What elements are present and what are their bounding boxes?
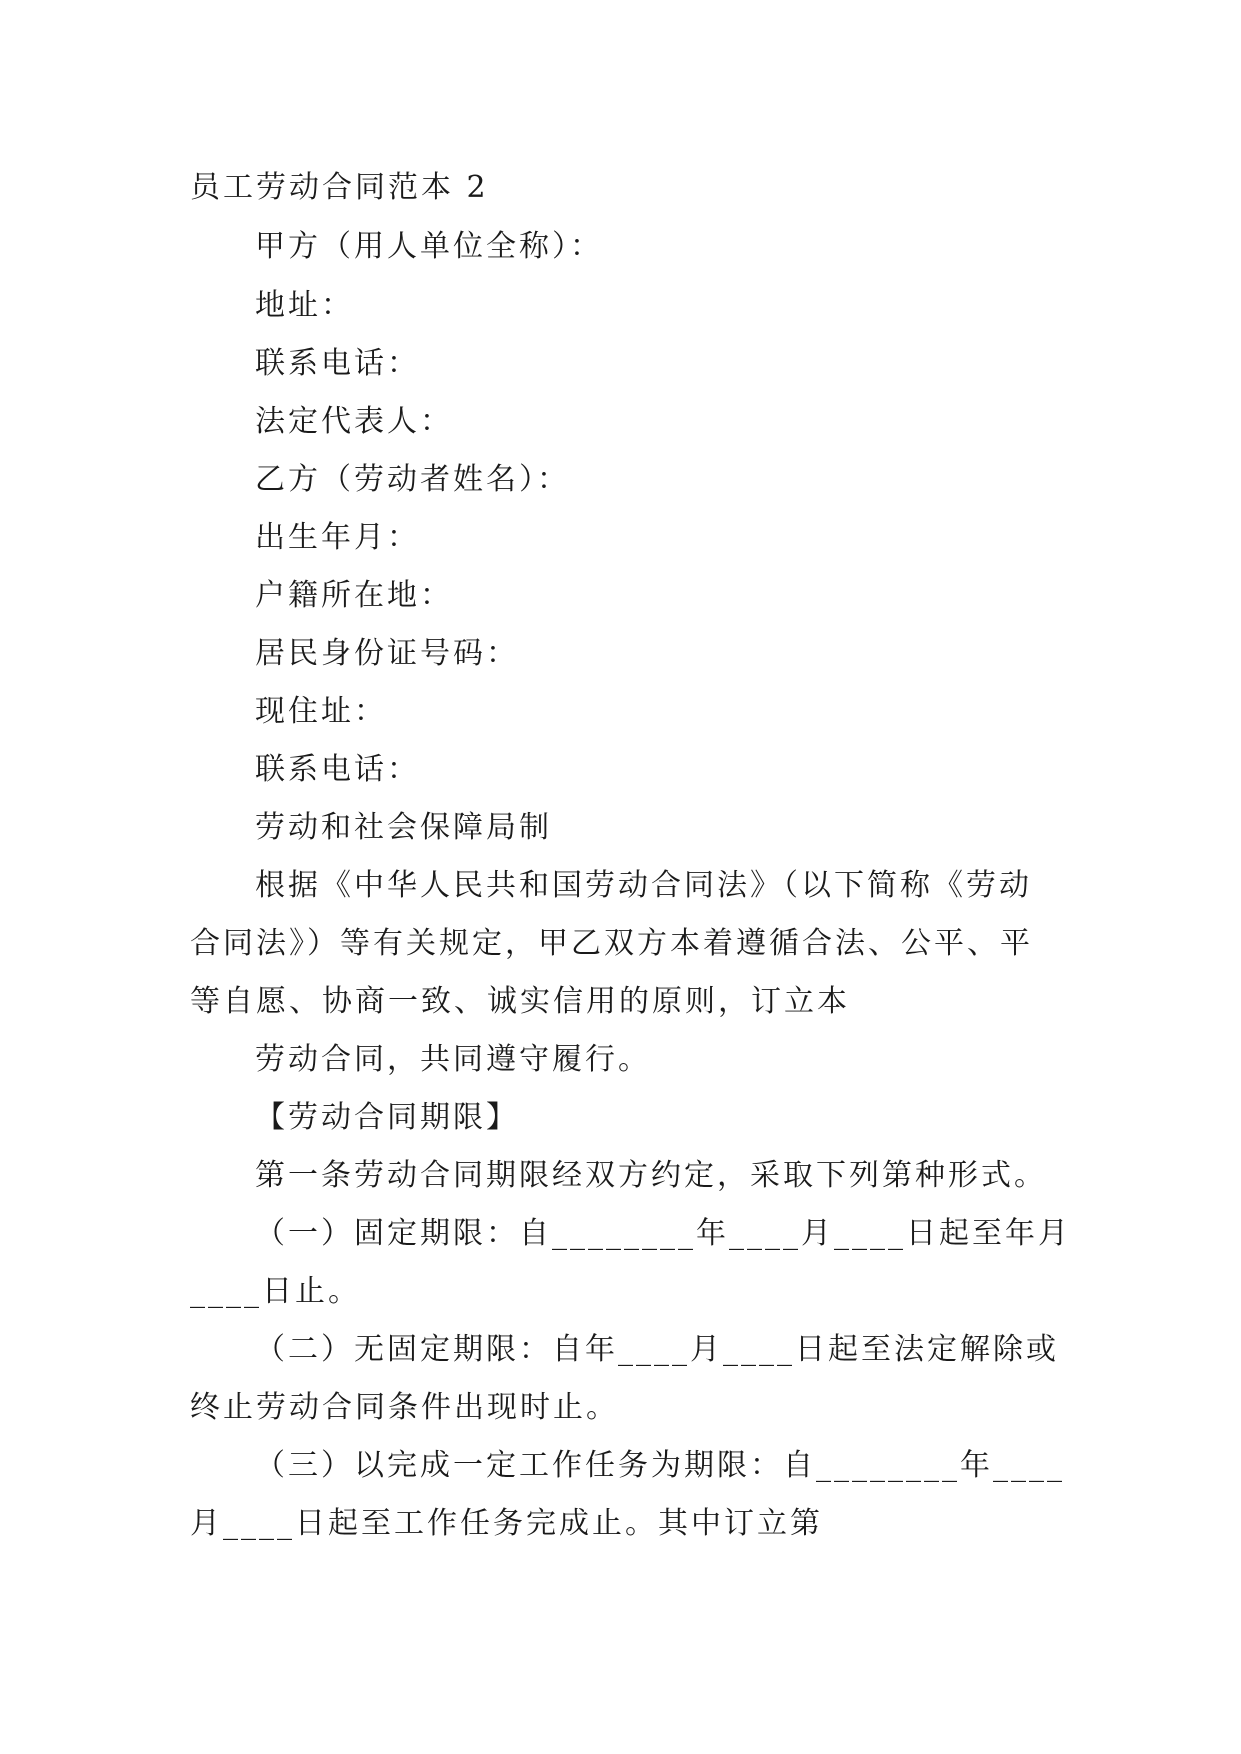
legal-representative-label: 法定代表人： bbox=[255, 404, 453, 439]
clause-fixed-term-1: （一）固定期限：自________年____月____日起至年月 bbox=[255, 1216, 1071, 1251]
id-number-label: 居民身份证号码： bbox=[255, 636, 519, 671]
party-a-address-label: 地址： bbox=[255, 288, 354, 323]
issuer-line: 劳动和社会保障局制 bbox=[255, 810, 552, 845]
clause-open-term-1: （二）无固定期限：自年____月____日起至法定解除或 bbox=[255, 1332, 1059, 1367]
household-registration-label: 户籍所在地： bbox=[255, 578, 453, 613]
preamble-line-3: 等自愿、协商一致、诚实信用的原则，订立本 bbox=[190, 984, 850, 1019]
party-a-phone-label: 联系电话： bbox=[255, 346, 420, 381]
clause-open-term-2: 终止劳动合同条件出现时止。 bbox=[190, 1390, 619, 1425]
article-1: 第一条劳动合同期限经双方约定，采取下列第种形式。 bbox=[255, 1158, 1047, 1193]
clause-fixed-term-2: ____日止。 bbox=[190, 1274, 361, 1309]
party-a-name-label: 甲方（用人单位全称）： bbox=[255, 229, 603, 264]
document-title: 员工劳动合同范本 2 bbox=[190, 170, 489, 205]
preamble-line-1: 根据《中华人民共和国劳动合同法》（以下简称《劳动 bbox=[255, 868, 1032, 903]
preamble-line-4: 劳动合同，共同遵守履行。 bbox=[255, 1042, 651, 1077]
party-b-phone-label: 联系电话： bbox=[255, 752, 420, 787]
birth-date-label: 出生年月： bbox=[255, 520, 420, 555]
clause-task-term-2: 月____日起至工作任务完成止。其中订立第 bbox=[190, 1506, 823, 1541]
preamble-line-2: 合同法》）等有关规定，甲乙双方本着遵循合法、公平、平 bbox=[190, 926, 1033, 961]
section-heading-term: 【劳动合同期限】 bbox=[255, 1100, 519, 1135]
party-b-name-label: 乙方（劳动者姓名）： bbox=[255, 462, 570, 497]
current-address-label: 现住址： bbox=[255, 694, 387, 729]
clause-task-term-1: （三）以完成一定工作任务为期限：自________年____ bbox=[255, 1448, 1065, 1483]
